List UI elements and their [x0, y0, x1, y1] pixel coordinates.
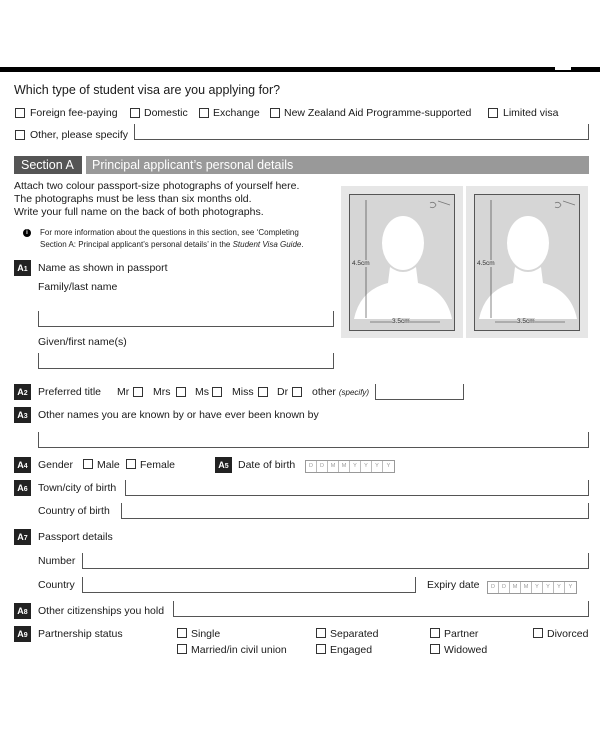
question-number-a4 — [14, 457, 31, 473]
town-of-birth-label: Town/city of birth — [38, 482, 117, 494]
q-sub: 7 — [23, 535, 28, 542]
question-number-a5 — [215, 457, 232, 473]
country-of-birth-label: Country of birth — [38, 505, 110, 517]
top-rule-gap — [555, 67, 571, 70]
info-icon: i — [23, 229, 31, 237]
q-letter: A — [17, 460, 24, 470]
date-cell: Y — [361, 461, 372, 472]
date-cell: M — [339, 461, 350, 472]
date-cell: D — [317, 461, 328, 472]
checkbox-domestic[interactable] — [130, 108, 140, 118]
date-cell: D — [306, 461, 317, 472]
guide-link: Student Visa Guide — [232, 240, 302, 249]
question-number-a3 — [14, 407, 31, 423]
checkbox-nz-aid[interactable] — [270, 108, 280, 118]
question-number-a1 — [14, 260, 31, 276]
date-cell: M — [521, 582, 532, 593]
married-label: Married/in civil union — [191, 644, 287, 656]
photo-width-label-2: 3.5cm — [517, 318, 535, 325]
checkbox-divorced[interactable] — [533, 628, 543, 638]
q-sub: 9 — [23, 632, 28, 639]
partner-label: Partner — [444, 628, 479, 640]
citizenships-label: Other citizenships you hold — [38, 605, 165, 617]
date-cell: Y — [386, 463, 391, 469]
date-cell: M — [510, 582, 521, 593]
q-letter: A — [17, 532, 24, 542]
date-cell: Y — [554, 582, 565, 593]
q-sub: 1 — [23, 266, 28, 273]
label-domestic: Domestic — [144, 107, 188, 119]
male-label: Male — [97, 459, 120, 471]
other-title-input[interactable] — [375, 384, 464, 400]
date-cell: D — [499, 582, 510, 593]
q-sub: 2 — [23, 390, 28, 397]
q-letter: A — [17, 483, 24, 493]
label-exchange: Exchange — [213, 107, 260, 119]
title-miss-label: Miss — [232, 386, 254, 398]
q-letter: A — [17, 263, 24, 273]
date-cell: Y — [532, 582, 543, 593]
expiry-date-input[interactable] — [487, 581, 577, 594]
label-nz-aid: New Zealand Aid Programme-supported — [284, 107, 472, 119]
date-cell: M — [328, 461, 339, 472]
given-name-input[interactable] — [38, 353, 334, 369]
q-sub: 4 — [23, 463, 28, 470]
date-cell: Y — [568, 584, 573, 590]
checkbox-limited-visa[interactable] — [488, 108, 498, 118]
checkbox-widowed[interactable] — [430, 644, 440, 654]
a2-label: Preferred title — [38, 386, 102, 398]
q-sub: 6 — [23, 486, 28, 493]
dob-input[interactable] — [305, 460, 395, 473]
section-title: Principal applicant’s personal details — [86, 156, 589, 174]
family-name-input[interactable] — [38, 311, 334, 327]
passport-country-input[interactable] — [82, 577, 416, 593]
checkbox-other[interactable] — [15, 130, 25, 140]
dob-label: Date of birth — [238, 459, 296, 471]
photo-placeholder-1[interactable] — [349, 194, 455, 331]
a3-label: Other names you are known by or have ever been known by — [38, 409, 319, 421]
passport-country-label: Country — [38, 579, 75, 591]
passport-number-label: Number — [38, 555, 76, 567]
checkbox-miss[interactable] — [258, 387, 268, 397]
question-number-a6 — [14, 480, 31, 496]
checkbox-exchange[interactable] — [199, 108, 209, 118]
checkbox-dr[interactable] — [292, 387, 302, 397]
paperclip-icon — [555, 202, 561, 207]
title-mrs-label: Mrs — [153, 386, 171, 398]
q-sub: 3 — [23, 413, 28, 420]
given-name-label: Given/first name(s) — [38, 336, 127, 348]
question-number-a2 — [14, 384, 31, 400]
partnership-label: Partnership status — [38, 628, 123, 640]
checkbox-engaged[interactable] — [316, 644, 326, 654]
date-cell: D — [488, 582, 499, 593]
citizenships-input[interactable] — [173, 601, 589, 617]
town-of-birth-input[interactable] — [125, 480, 589, 496]
single-label: Single — [191, 628, 221, 640]
top-rule — [0, 67, 600, 72]
title-ms-label: Ms — [195, 386, 209, 398]
paperclip-icon — [430, 202, 436, 207]
other-names-input[interactable] — [38, 432, 589, 448]
other-specify-input[interactable] — [134, 124, 589, 140]
guide-note-line1: For more information about the questions in this section, see ‘Completing — [40, 228, 299, 237]
checkbox-ms[interactable] — [212, 387, 222, 397]
q-letter: A — [17, 606, 24, 616]
q-letter: A — [218, 460, 225, 470]
photo-instruction-1: Attach two colour passport-size photographs of yourself here. — [14, 180, 300, 192]
label-other: Other, please specify — [30, 129, 129, 141]
q-letter: A — [17, 387, 24, 397]
divorced-label: Divorced — [547, 628, 589, 640]
photo-height-label-2: 4.5cm — [477, 260, 495, 267]
checkbox-male[interactable] — [83, 459, 93, 469]
separated-label: Separated — [330, 628, 379, 640]
checkbox-foreign-fee-paying[interactable] — [15, 108, 25, 118]
title-other-label — [312, 386, 369, 398]
date-cell: Y — [372, 461, 383, 472]
visa-type-question: Which type of student visa are you applying for? — [14, 83, 281, 97]
section-badge: Section A — [14, 156, 82, 174]
country-of-birth-input[interactable] — [121, 503, 589, 519]
date-cell: Y — [350, 461, 361, 472]
photo-panel-1 — [341, 186, 463, 338]
guide-note-suffix: . — [301, 240, 304, 249]
passport-details-label: Passport details — [38, 531, 113, 543]
guide-note-prefix: Section A: Principal applicant’s personal details’ in the — [40, 240, 233, 249]
q-sub: 8 — [23, 609, 28, 616]
checkbox-married[interactable] — [177, 644, 187, 654]
photo-instructions — [14, 180, 299, 219]
photo-instruction-3: Write your full name on the back of both photographs. — [14, 206, 264, 218]
checkbox-partner[interactable] — [430, 628, 440, 638]
guide-note — [40, 227, 340, 251]
specify-text: (specify) — [338, 388, 370, 397]
photo-instruction-2: The photographs must be less than six months old. — [14, 193, 252, 205]
checkbox-female[interactable] — [126, 459, 136, 469]
other-text: other — [312, 386, 336, 398]
photo-panel-2 — [466, 186, 588, 338]
q-sub: 5 — [224, 463, 229, 470]
expiry-date-label: Expiry date — [427, 579, 480, 591]
question-number-a9 — [14, 626, 31, 642]
question-number-a7 — [14, 529, 31, 545]
family-name-label: Family/last name — [38, 281, 118, 293]
photo-width-label-1: 3.5cm — [392, 318, 410, 325]
checkbox-mrs[interactable] — [176, 387, 186, 397]
q-letter: A — [17, 629, 24, 639]
title-dr-label: Dr — [277, 386, 289, 398]
widowed-label: Widowed — [444, 644, 488, 656]
label-limited-visa: Limited visa — [503, 107, 559, 119]
checkbox-single[interactable] — [177, 628, 187, 638]
title-mr-label: Mr — [117, 386, 130, 398]
engaged-label: Engaged — [330, 644, 373, 656]
passport-number-input[interactable] — [82, 553, 589, 569]
guide-note-line2 — [40, 239, 340, 251]
gender-label: Gender — [38, 459, 74, 471]
photo-placeholder-2[interactable] — [474, 194, 580, 331]
q-letter: A — [17, 410, 24, 420]
question-number-a8 — [14, 603, 31, 619]
female-label: Female — [140, 459, 176, 471]
photo-height-label-1: 4.5cm — [352, 260, 370, 267]
date-cell: Y — [543, 582, 554, 593]
label-foreign-fee-paying: Foreign fee-paying — [30, 107, 118, 119]
checkbox-mr[interactable] — [133, 387, 143, 397]
a1-label: Name as shown in passport — [38, 262, 168, 274]
checkbox-separated[interactable] — [316, 628, 326, 638]
